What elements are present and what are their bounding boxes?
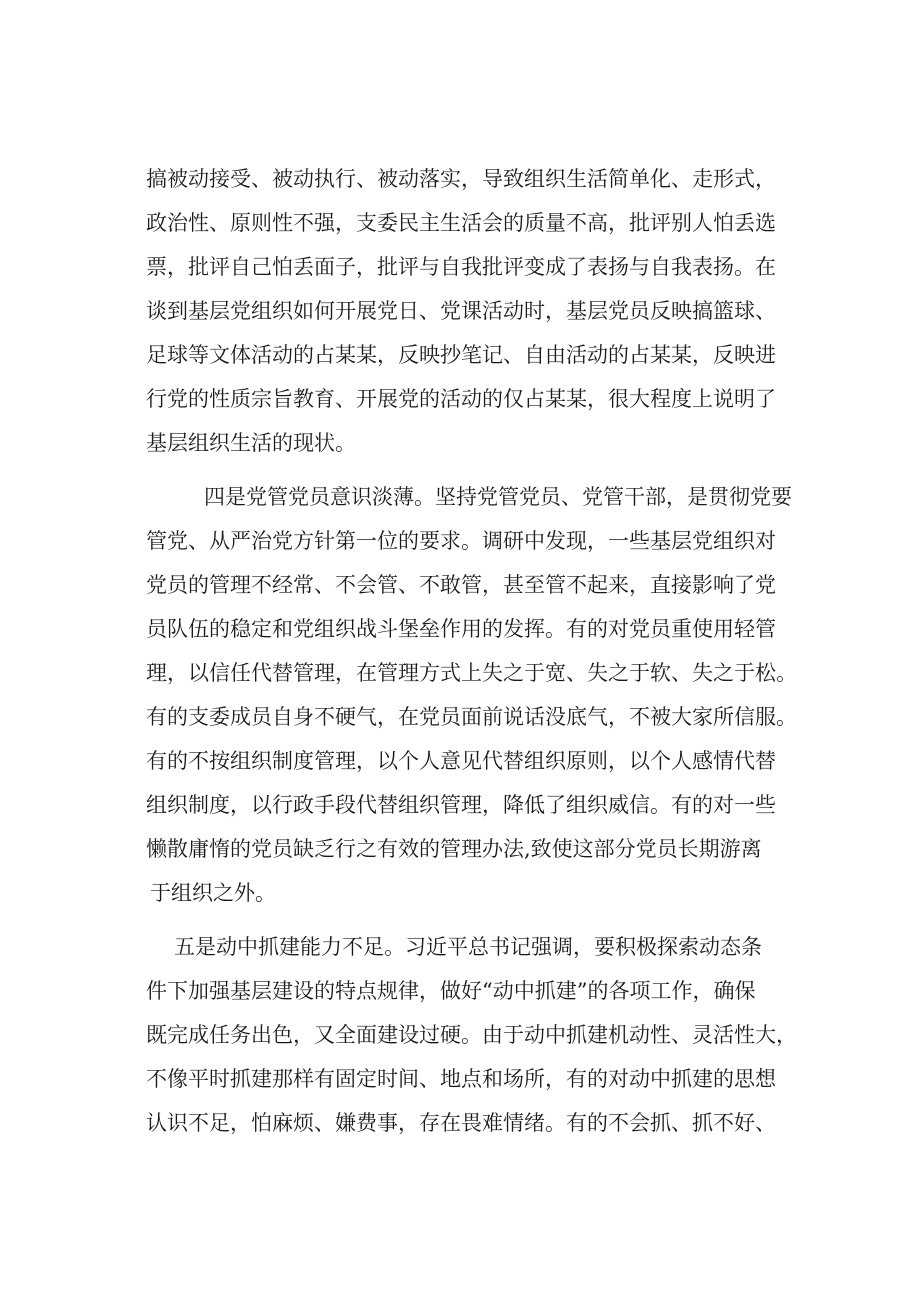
text-line: 懒散庸惰的党员缺乏行之有效的管理办法,致使这部分党员长期游离 [146,837,762,861]
paragraph-3 [146,925,806,1145]
text-line: 不像平时抓建那样有固定时间、地点和场所，有的对动中抓建的思想 [146,1067,776,1091]
text-line: 票，批评自己怕丢面子，批评与自我批评变成了表扬与自我表扬。在 [146,255,776,279]
paragraph-1 [146,157,806,465]
document-body [146,157,806,1145]
text-line: 五是动中抓建能力不足。习近平总书记强调，要积极探索动态条 [174,935,762,959]
text-line: 认识不足，怕麻烦、嫌费事，存在畏难情绪。有的不会抓、抓不好、 [146,1111,776,1135]
text-line: 有的支委成员自身不硬气，在党员面前说话没底气，不被大家所信服。 [146,705,797,729]
text-line: 有的不按组织制度管理，以个人意见代替组织原则，以个人感情代替 [146,749,776,773]
text-line: 件下加强基层建设的特点规律，做好“动中抓建”的各项工作，确保 [146,979,756,1003]
text-line: 管党、从严治党方针第一位的要求。调研中发现，一些基层党组织对 [146,529,776,553]
text-line: 谈到基层党组织如何开展党日、党课活动时，基层党员反映搞篮球、 [146,299,776,323]
text-line: 政治性、原则性不强，支委民主生活会的质量不高，批评别人怕丢选 [146,211,776,235]
text-line: 行党的性质宗旨教育、开展党的活动的仅占某某，很大程度上说明了 [146,387,776,411]
text-line: 员队伍的稳定和党组织战斗堡垒作用的发挥。有的对党员重使用轻管 [146,617,776,641]
text-line: 组织制度，以行政手段代替组织管理，降低了组织威信。有的对一些 [146,793,776,817]
text-line: 搞被动接受、被动执行、被动落实，导致组织生活简单化、走形式， [146,167,776,191]
text-line: 四是党管党员意识淡薄。坚持党管党员、党管干部，是贯彻党要 [204,485,792,509]
text-line: 既完成任务出色，又全面建设过硬。由于动中抓建机动性、灵活性大， [146,1023,797,1047]
text-line: 于组织之外。 [150,881,276,905]
text-line: 基层组织生活的现状。 [146,431,356,455]
text-line: 理，以信任代替管理，在管理方式上失之于宽、失之于软、失之于松。 [146,661,797,685]
paragraph-2 [146,475,806,915]
text-line: 足球等文体活动的占某某，反映抄笔记、自由活动的占某某，反映进 [146,343,776,367]
text-line: 党员的管理不经常、不会管、不敢管，甚至管不起来，直接影响了党 [146,573,776,597]
